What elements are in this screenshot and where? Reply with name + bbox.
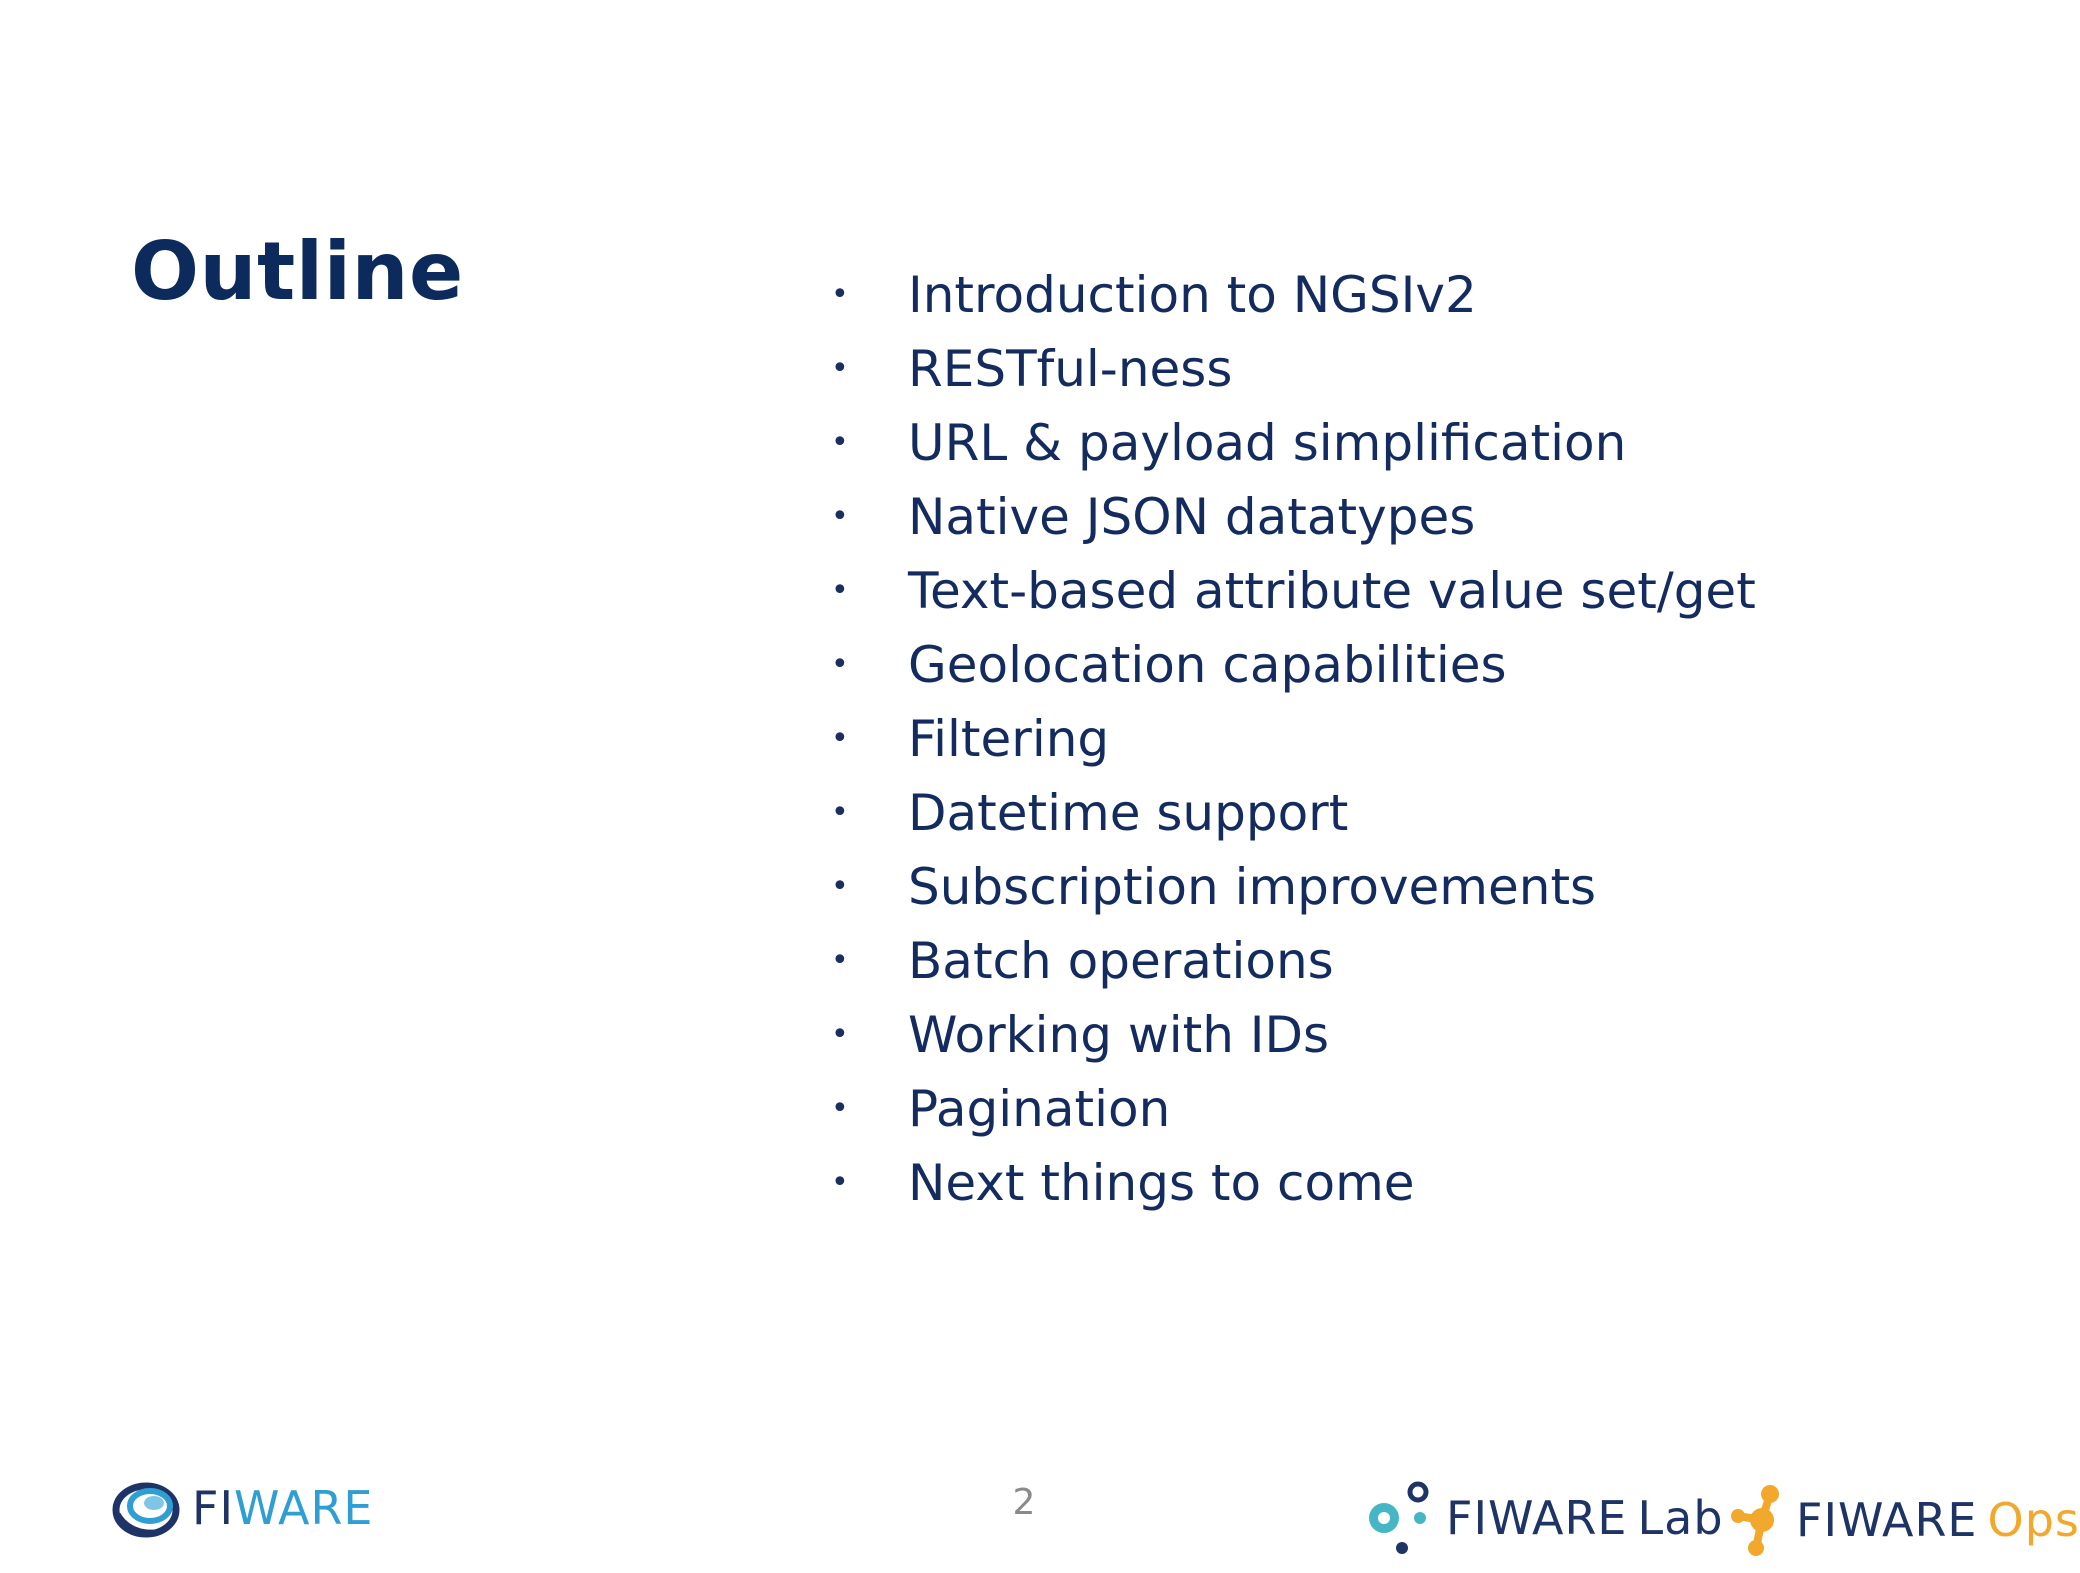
page-number: 2 xyxy=(1012,1482,1036,1523)
list-item-text: Batch operations xyxy=(908,932,1334,990)
bullet: • xyxy=(831,351,849,386)
fiware-wordmark-ware: WARE xyxy=(234,1481,374,1535)
list-item-text: Native JSON datatypes xyxy=(908,488,1476,546)
fiware-ops-wordmark-ops: Ops xyxy=(1987,1493,2080,1547)
list-item-text: Geolocation capabilities xyxy=(908,636,1507,694)
list-item xyxy=(820,1072,1756,1146)
list-item xyxy=(820,1146,1756,1220)
bullet: • xyxy=(831,721,849,756)
fiware-ops-wordmark-ware: WARE xyxy=(1838,1493,1978,1547)
molecule-dots-icon xyxy=(1366,1478,1442,1558)
bullet: • xyxy=(831,943,849,978)
fiware-swirl-icon xyxy=(112,1476,184,1540)
fiware-ops-logo xyxy=(1726,1482,2080,1558)
outline-list xyxy=(820,258,1756,1220)
list-item-text: URL & payload simplification xyxy=(908,414,1627,472)
fiware-logo xyxy=(112,1476,374,1540)
gear-network-icon xyxy=(1726,1482,1792,1558)
list-item-text: Pagination xyxy=(908,1080,1171,1138)
slide-title: Outline xyxy=(131,225,464,318)
bullet: • xyxy=(831,1165,849,1200)
list-item xyxy=(820,702,1756,776)
fiware-lab-wordmark-lab: Lab xyxy=(1637,1491,1724,1545)
fiware-lab-wordmark-ware: WARE xyxy=(1488,1491,1628,1545)
list-item-text: Working with IDs xyxy=(908,1006,1330,1064)
list-item xyxy=(820,258,1756,332)
fiware-ops-wordmark xyxy=(1796,1490,2080,1550)
list-item xyxy=(820,406,1756,480)
list-item xyxy=(820,480,1756,554)
list-item-text: RESTful-ness xyxy=(908,340,1233,398)
list-item xyxy=(820,554,1756,628)
list-item xyxy=(820,924,1756,998)
list-item-text: Datetime support xyxy=(908,784,1349,842)
fiware-wordmark xyxy=(192,1478,374,1538)
list-item xyxy=(820,332,1756,406)
fiware-lab-logo xyxy=(1366,1478,1724,1558)
bullet: • xyxy=(831,795,849,830)
bullet: • xyxy=(831,1017,849,1052)
fiware-ops-wordmark-fi: FI xyxy=(1796,1493,1839,1547)
list-item-text: Filtering xyxy=(908,710,1110,768)
bullet: • xyxy=(831,499,849,534)
list-item xyxy=(820,776,1756,850)
bullet: • xyxy=(831,1091,849,1126)
list-item xyxy=(820,998,1756,1072)
bullet: • xyxy=(831,869,849,904)
bullet: • xyxy=(831,425,849,460)
bullet: • xyxy=(831,647,849,682)
fiware-wordmark-fi: FI xyxy=(192,1481,235,1535)
list-item-text: Next things to come xyxy=(908,1154,1415,1212)
list-item-text: Introduction to NGSIv2 xyxy=(908,266,1477,324)
bullet: • xyxy=(831,573,849,608)
list-item-text: Text-based attribute value set/get xyxy=(908,562,1756,620)
list-item-text: Subscription improvements xyxy=(908,858,1597,916)
list-item xyxy=(820,628,1756,702)
bullet: • xyxy=(831,277,849,312)
fiware-lab-wordmark-fi: FI xyxy=(1446,1491,1489,1545)
list-item xyxy=(820,850,1756,924)
fiware-lab-wordmark xyxy=(1446,1488,1724,1548)
